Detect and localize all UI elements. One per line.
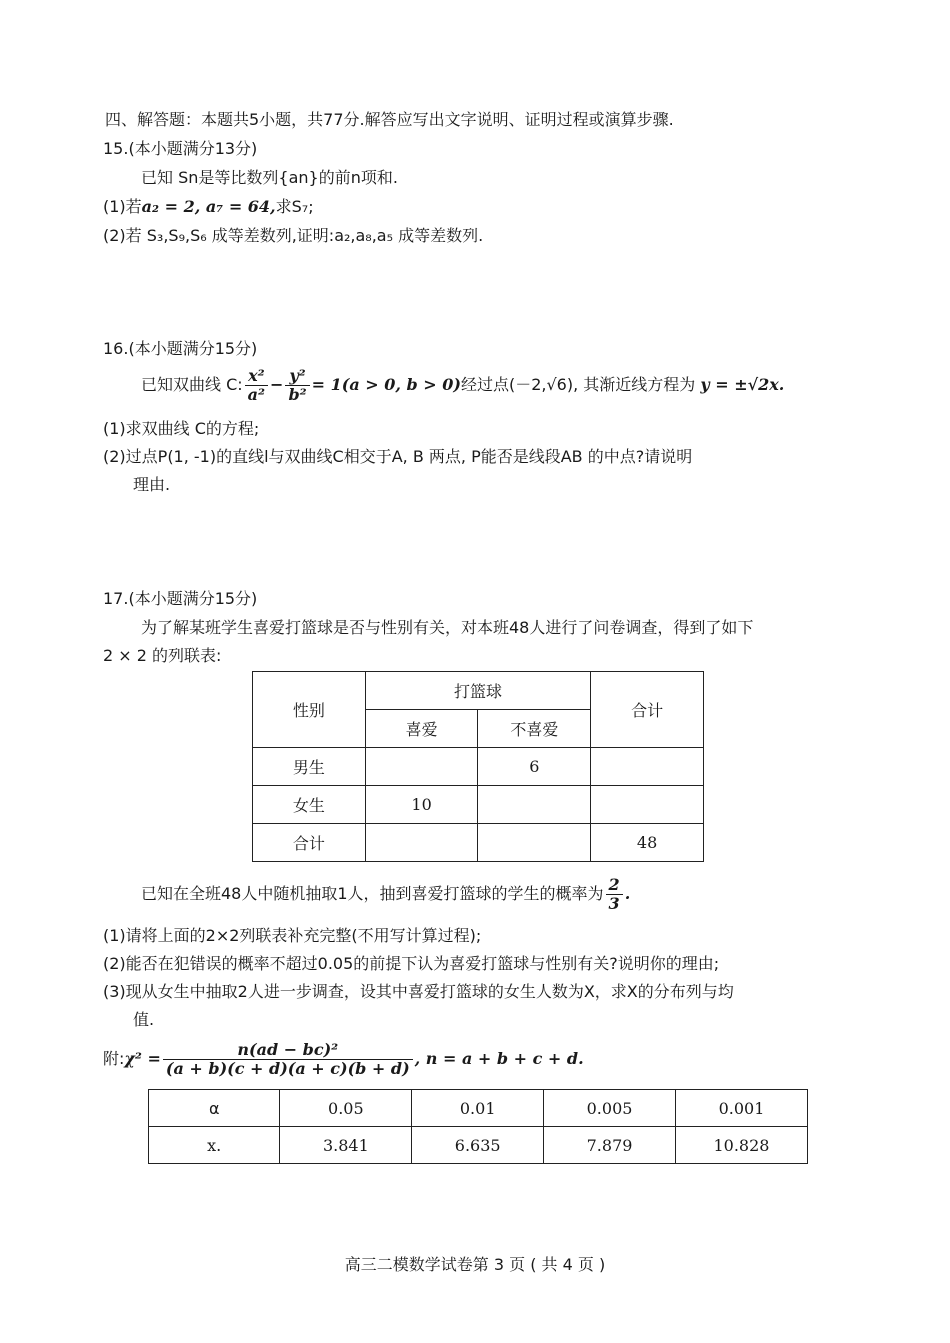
section-header: 四、解答题：本题共5小题，共77分.解答应写出文字说明、证明过程或演算步骤.	[105, 110, 674, 129]
cell-female-like: 10	[365, 786, 478, 824]
q17-probability	[141, 874, 630, 914]
header-gender: 性别	[253, 672, 366, 748]
chi-square-formula	[103, 1038, 584, 1080]
chi-frac: $\frac{\text{n(ad − bc)²}}{(a + b)(c + d)(a + c)(b + d)}$	[163, 1041, 413, 1078]
q15-title: 15.(本小题满分13分)	[103, 139, 258, 158]
q17-title: 17.(本小题满分15分)	[103, 589, 258, 608]
cell-grand-total: 48	[591, 824, 704, 862]
x-value: 7.879	[544, 1127, 676, 1164]
table-row	[253, 748, 704, 786]
q17-part1: (1)请将上面的2×2列联表补充完整(不用写计算过程);	[103, 926, 482, 945]
x-value: 3.841	[280, 1127, 412, 1164]
q15-part1-prefix: (1)若	[103, 197, 142, 216]
cell-male-total	[591, 748, 704, 786]
alpha-value: 0.05	[280, 1090, 412, 1127]
chi-lhs: χ² =	[124, 1049, 161, 1068]
q17-prob-text: 已知在全班48人中随机抽取1人，抽到喜爱打篮球的学生的概率为	[141, 884, 604, 903]
q16-minus: −	[270, 375, 284, 394]
alpha-value: 0.01	[412, 1090, 544, 1127]
q16-stem	[141, 366, 784, 404]
q16-asymptote: y = ±√2x.	[700, 375, 785, 394]
x-label: x.	[149, 1127, 280, 1164]
alpha-label: α	[149, 1090, 280, 1127]
table-row	[253, 786, 704, 824]
q15-part2: (2)若 S₃,S₉,S₆ 成等差数列,证明:a₂,a₈,a₅ 成等差数列.	[103, 226, 484, 245]
q16-part1: (1)求双曲线 C的方程;	[103, 419, 260, 438]
alpha-value: 0.001	[675, 1090, 807, 1127]
row-female: 女生	[253, 786, 366, 824]
q17-part2: (2)能否在犯错误的概率不超过0.05的前提下认为喜爱打篮球与性别有关?说明你的理由;	[103, 954, 720, 973]
cell-male-dislike: 6	[478, 748, 591, 786]
q17-prob-frac: $\frac{2}{3}$	[606, 876, 623, 913]
table-row	[149, 1127, 808, 1164]
q16-frac-x: $\frac{\text{x²}}{\text{a²}}$	[245, 367, 268, 404]
header-like: 喜爱	[365, 710, 478, 748]
q16-part2-line2: 理由.	[133, 475, 171, 494]
q16-part2-line1: (2)过点P(1, -1)的直线l与双曲线C相交于A, B 两点, P能否是线段AB 的中点?请说明	[103, 447, 693, 466]
cell-male-like	[365, 748, 478, 786]
header-basketball: 打篮球	[365, 672, 590, 710]
cell-female-dislike	[478, 786, 591, 824]
q15-part1-condition: a₂ = 2, a₇ = 64,	[141, 197, 276, 216]
header-total: 合计	[591, 672, 704, 748]
header-dislike: 不喜爱	[478, 710, 591, 748]
row-male: 男生	[253, 748, 366, 786]
q16-stem-prefix: 已知双曲线 C:	[141, 375, 243, 394]
appendix-label: 附:	[103, 1049, 125, 1068]
q17-part3-line2: 值.	[133, 1010, 155, 1029]
q15-part1-suffix: 求S₇;	[275, 197, 314, 216]
page-footer: 高三二模数学试卷第 3 页 ( 共 4 页 )	[344, 1255, 606, 1274]
q16-frac-y: $\frac{\text{y²}}{\text{b²}}$	[285, 367, 309, 404]
q15-part1	[103, 196, 314, 218]
cell-total-like	[365, 824, 478, 862]
q16-title: 16.(本小题满分15分)	[103, 339, 258, 358]
x-value: 6.635	[412, 1127, 544, 1164]
q16-stem-mid: 经过点(－2,√6), 其渐近线方程为	[460, 375, 696, 394]
q17-stem-line1: 为了解某班学生喜爱打篮球是否与性别有关，对本班48人进行了问卷调查，得到了如下	[141, 618, 754, 637]
q17-prob-end: .	[624, 884, 631, 903]
critical-value-table	[148, 1089, 808, 1164]
q16-stem-condition: = 1(a > 0, b > 0)	[311, 375, 461, 394]
contingency-table	[252, 671, 704, 862]
chi-rhs: , n = a + b + c + d.	[414, 1049, 584, 1068]
table-row	[253, 824, 704, 862]
q17-part3-line1: (3)现从女生中抽取2人进一步调查，设其中喜爱打篮球的女生人数为X，求X的分布列与均	[103, 982, 734, 1001]
cell-total-dislike	[478, 824, 591, 862]
q15-stem: 已知 Sn是等比数列{an}的前n项和.	[141, 168, 398, 187]
row-total: 合计	[253, 824, 366, 862]
x-value: 10.828	[675, 1127, 807, 1164]
table-row	[149, 1090, 808, 1127]
q17-stem-line2: 2 × 2 的列联表:	[103, 646, 222, 665]
alpha-value: 0.005	[544, 1090, 676, 1127]
cell-female-total	[591, 786, 704, 824]
